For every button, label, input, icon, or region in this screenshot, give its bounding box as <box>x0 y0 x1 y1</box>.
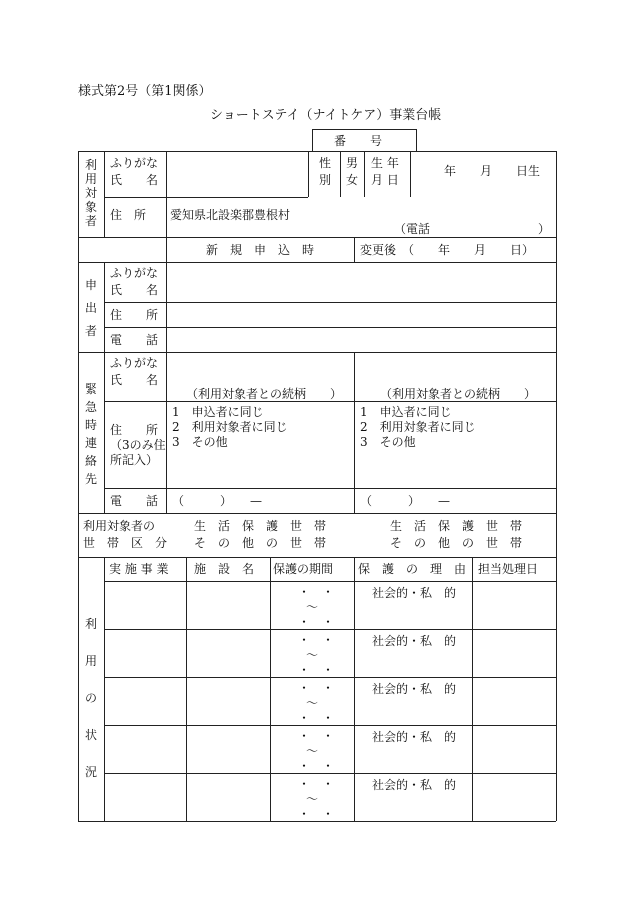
birth-label-2: 月 日 <box>371 173 399 187</box>
period-end[interactable]: ・ ・ <box>298 663 335 677</box>
reason-options[interactable]: 社会的・私 的 <box>372 682 457 696</box>
col-header-facility: 施 設 名 <box>194 562 255 576</box>
number-label: 番 号 <box>334 134 383 148</box>
subject-section-label: 利 用 対 象 者 <box>84 158 97 228</box>
period-start[interactable]: ・ ・ <box>298 777 335 791</box>
period-start[interactable]: ・ ・ <box>298 585 335 599</box>
applicant-phone-label: 電 話 <box>110 333 159 347</box>
reason-options[interactable]: 社会的・私 的 <box>372 778 457 792</box>
period-end[interactable]: ・ ・ <box>298 711 335 725</box>
period-end[interactable]: ・ ・ <box>298 615 335 629</box>
applicant-section-label: 申 出 者 <box>84 278 97 338</box>
emergency-option-left[interactable]: 1 申込者に同じ <box>172 405 264 419</box>
applicant-phone-field[interactable] <box>168 330 554 350</box>
period-end[interactable]: ・ ・ <box>298 807 335 821</box>
reason-options[interactable]: 社会的・私 的 <box>372 586 457 600</box>
subject-name-label: 氏 名 <box>110 173 159 187</box>
reason-options[interactable]: 社会的・私 的 <box>372 730 457 744</box>
sex-label-1: 性 <box>319 156 332 170</box>
relation-left[interactable]: （利用対象者との続柄 ） <box>186 387 343 401</box>
applicant-furigana-label: ふりがな <box>110 266 159 280</box>
changed-label: 変更後 （ 年 月 日） <box>360 243 535 257</box>
subject-address-value[interactable]: 愛知県北設楽郡豊根村 <box>170 208 291 222</box>
emergency-address-label-1: 住 所 <box>110 423 159 437</box>
period-tilde: ～ <box>306 744 319 758</box>
subject-address-label: 住 所 <box>110 208 147 222</box>
emergency-name-label: 氏 名 <box>110 373 159 387</box>
form-number: 様式第2号（第1関係） <box>78 84 212 99</box>
period-start[interactable]: ・ ・ <box>298 681 335 695</box>
household-left-welfare[interactable]: 生 活 保 護 世 帯 <box>194 519 327 533</box>
period-start[interactable]: ・ ・ <box>298 729 335 743</box>
applicant-address-label: 住 所 <box>110 308 159 322</box>
period-tilde: ～ <box>306 792 319 806</box>
reason-options[interactable]: 社会的・私 的 <box>372 634 457 648</box>
emergency-option-right[interactable]: 1 申込者に同じ <box>360 405 452 419</box>
household-label-2: 世 帯 区 分 <box>83 536 168 550</box>
sex-option-female[interactable]: 女 <box>346 173 359 187</box>
period-tilde: ～ <box>306 696 319 710</box>
period-tilde: ～ <box>306 648 319 662</box>
subject-furigana-label: ふりがな <box>110 156 159 170</box>
emergency-phone-left[interactable]: （ ） — <box>172 494 263 508</box>
birth-label-1: 生 年 <box>371 156 399 170</box>
emergency-address-label-2: （3のみ住 <box>110 438 166 452</box>
subject-name-field[interactable] <box>168 162 306 192</box>
period-start[interactable]: ・ ・ <box>298 633 335 647</box>
applicant-name-field[interactable] <box>168 265 554 300</box>
col-header-program: 実 施 事 業 <box>109 562 169 576</box>
household-right-welfare[interactable]: 生 活 保 護 世 帯 <box>390 519 523 533</box>
household-label-1: 利用対象者の <box>83 519 156 533</box>
emergency-option-left[interactable]: 3 その他 <box>172 435 228 449</box>
col-header-date: 担当処理日 <box>478 562 539 576</box>
sex-option-male[interactable]: 男 <box>346 156 359 170</box>
emergency-section-label: 緊 急 時 連 絡 先 <box>84 382 97 486</box>
usage-section-label: 利 用 の 状 況 <box>84 617 97 779</box>
emergency-furigana-label: ふりがな <box>110 356 159 370</box>
period-tilde: ～ <box>306 600 319 614</box>
applicant-name-label: 氏 名 <box>110 283 159 297</box>
emergency-option-right[interactable]: 3 その他 <box>360 435 416 449</box>
birth-date-field[interactable]: 年 月 日生 <box>444 164 541 178</box>
page-title: ショートステイ（ナイトケア）事業台帳 <box>210 108 442 123</box>
household-right-other[interactable]: そ の 他 の 世 帯 <box>390 536 523 550</box>
new-application-label: 新 規 申 込 時 <box>206 243 315 257</box>
emergency-address-label-3: 所記入） <box>110 453 159 467</box>
col-header-reason: 保 護 の 理 由 <box>358 562 467 576</box>
emergency-option-left[interactable]: 2 利用対象者に同じ <box>172 420 288 434</box>
emergency-option-right[interactable]: 2 利用対象者に同じ <box>360 420 476 434</box>
household-left-other[interactable]: そ の 他 の 世 帯 <box>194 536 327 550</box>
relation-right[interactable]: （利用対象者との続柄 ） <box>380 387 537 401</box>
applicant-address-field[interactable] <box>168 305 554 325</box>
period-end[interactable]: ・ ・ <box>298 759 335 773</box>
col-header-period: 保護の期間 <box>273 562 334 576</box>
subject-phone-value[interactable]: （電話 ） <box>394 222 551 236</box>
emergency-phone-label: 電 話 <box>110 494 159 508</box>
emergency-phone-right[interactable]: （ ） — <box>360 494 451 508</box>
sex-label-2: 別 <box>319 173 332 187</box>
